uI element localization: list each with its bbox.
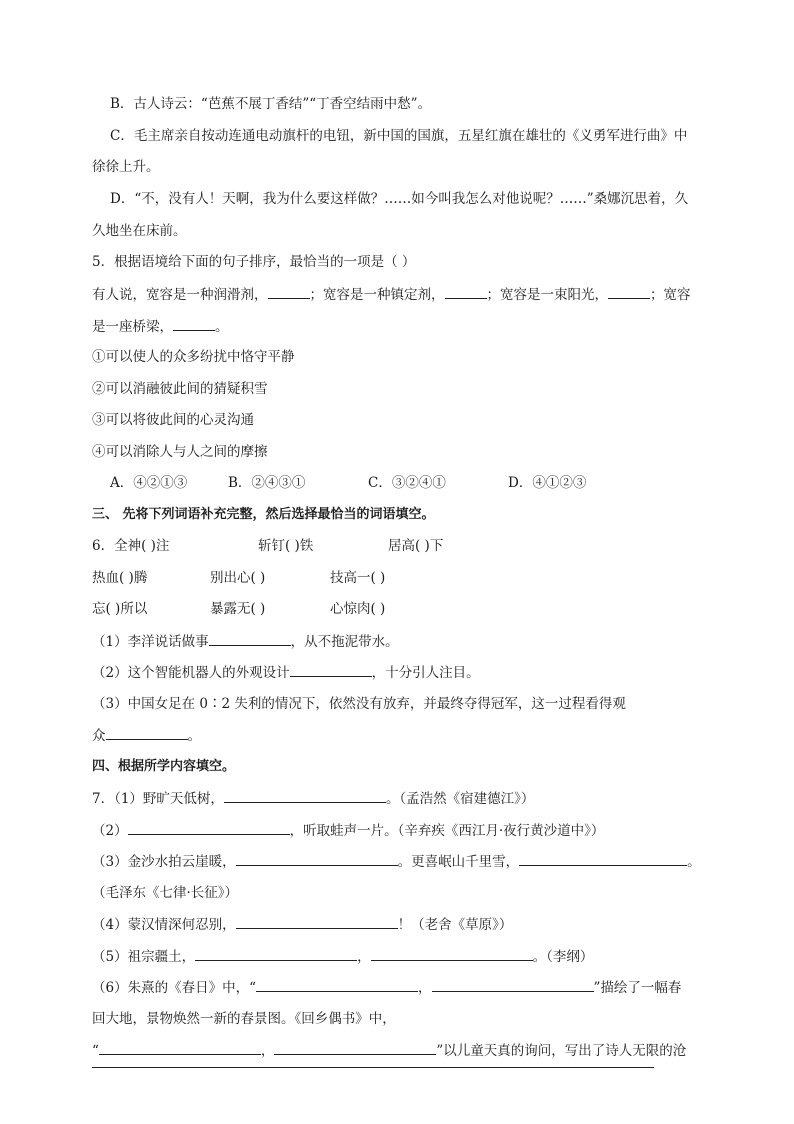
q5-stem: 5．根据语境给下面的句子排序，最恰当的一项是（ ） — [92, 254, 416, 270]
idiom-item[interactable]: 居高( )下 — [388, 538, 444, 554]
q4-option-d-line2: 久地坐在床前。 — [92, 223, 187, 239]
poem-text: ， — [357, 949, 371, 965]
q5-sentence-part: ；宽容是一种镇定剂， — [309, 287, 445, 303]
answer-blank[interactable] — [106, 725, 188, 740]
poem-text: ，听取蛙声一片。（辛弃疾《西江月·夜行黄沙道中》） — [289, 823, 605, 839]
idiom-item[interactable]: 心惊肉( ) — [330, 601, 386, 617]
idiom-item[interactable]: 热血( )腾 — [92, 570, 148, 586]
idiom-item[interactable]: 6．全神( )注 — [92, 538, 170, 554]
idiom-item[interactable]: 暴露无( ) — [210, 601, 266, 617]
q7-poem-3 — [92, 851, 706, 872]
answer-blank[interactable] — [268, 284, 310, 299]
poem-text: 。更喜岷山千里雪， — [397, 854, 520, 870]
answer-blank[interactable] — [128, 820, 290, 835]
q5-choice-a[interactable]: A．④②①③ — [110, 475, 188, 491]
poem-text: ！（老舍《草原》） — [397, 917, 513, 933]
answer-blank[interactable] — [432, 977, 594, 992]
answer-blank[interactable] — [371, 946, 533, 961]
q5-choices — [110, 473, 706, 493]
q7-poem-2 — [92, 820, 706, 841]
poem-text: ， — [418, 980, 432, 996]
answer-blank[interactable] — [608, 284, 650, 299]
q6-word-row-1 — [92, 536, 706, 556]
answer-blank[interactable] — [173, 316, 215, 331]
answer-blank[interactable] — [224, 788, 386, 803]
q4-option-c-line1: C．毛主席亲自按动连通电动旗杆的电钮，新中国的国旗，五星红旗在雄壮的《义勇军进行曲》中 — [110, 128, 688, 144]
q7-poem-3-source: （毛泽东《七律·长征》） — [92, 885, 239, 901]
q5-choice-d[interactable]: D．④①②③ — [508, 475, 587, 491]
q7-poem-1 — [92, 788, 706, 809]
sentence-text: 。 — [187, 728, 201, 744]
answer-blank[interactable] — [290, 662, 372, 677]
answer-blank[interactable] — [256, 977, 418, 992]
sentence-text: ，从不拖泥带水。 — [290, 634, 399, 650]
answer-line[interactable] — [92, 1067, 654, 1068]
q6-sentence-3-line1: （3）中国女足在 0∶2 失利的情况下，依然没有放弃，并最终夺得冠军，这一过程看得观 — [92, 696, 626, 712]
q5-choice-b[interactable]: B．②④③① — [228, 475, 306, 491]
q7-poem-5 — [92, 946, 706, 967]
poem-text: （6）朱熹的《春日》中，“ — [92, 980, 256, 996]
section-4-heading: 四、根据所学内容填空。 — [92, 759, 236, 774]
q7-poem-6-line3 — [92, 1040, 706, 1061]
sentence-text: （1）李洋说话做事 — [92, 634, 209, 650]
q7-poem-6-line1 — [92, 977, 706, 998]
poem-text: 7．（1）野旷天低树， — [92, 791, 224, 807]
sentence-text: （2）这个智能机器人的外观设计 — [92, 665, 290, 681]
q6-word-row-2 — [92, 568, 706, 588]
answer-blank[interactable] — [209, 631, 291, 646]
q5-sentence-part: ；宽容是一束阳光， — [486, 287, 608, 303]
poem-text: ”以儿童天真的询问，写出了诗人无限的沧 — [436, 1043, 687, 1059]
q6-sentence-3-line2 — [92, 725, 706, 746]
poem-text: 。（李纲） — [532, 949, 594, 965]
q5-sentence-line1 — [92, 284, 706, 305]
poem-text: （2） — [92, 823, 128, 839]
poem-text: ”描绘了一幅春 — [593, 980, 682, 996]
q5-sentence-part: 。 — [215, 319, 229, 335]
q6-sentence-2 — [92, 662, 706, 683]
poem-text: 。 — [687, 854, 701, 870]
q7-poem-6-line2: 回大地，景物焕然一新的春景图。《回乡偶书》中， — [92, 1011, 396, 1027]
q5-sentence-part: ；宽容 — [650, 287, 691, 303]
q7-poem-4 — [92, 914, 706, 935]
answer-blank[interactable] — [195, 946, 357, 961]
q5-choice-c[interactable]: C．③②④① — [368, 475, 446, 491]
poem-text: （5）祖宗疆土， — [92, 949, 196, 965]
q6-sentence-1 — [92, 631, 706, 652]
q4-option-c-line2: 徐徐上升。 — [92, 159, 160, 175]
answer-blank[interactable] — [236, 914, 398, 929]
q5-sentence-part: 有人说，宽容是一种润滑剂， — [92, 287, 268, 303]
q5-sentence-part: 是一座桥梁， — [92, 319, 173, 335]
idiom-item[interactable]: 忘( )所以 — [92, 601, 148, 617]
idiom-item[interactable]: 斩钉( )铁 — [258, 538, 314, 554]
answer-blank[interactable] — [519, 851, 687, 866]
answer-blank[interactable] — [274, 1040, 436, 1055]
q4-option-b: B．古人诗云：“芭蕉不展丁香结”“丁香空结雨中愁”。 — [110, 96, 432, 112]
poem-text: ， — [260, 1043, 275, 1059]
q4-option-d-line1: D．“不，没有人！天啊，我为什么要这样做？……如今叫我怎么对他说呢？……”桑娜沉思着，久 — [110, 191, 689, 207]
q5-sentence-line2 — [92, 316, 706, 337]
answer-blank[interactable] — [445, 284, 487, 299]
answer-blank[interactable] — [99, 1040, 261, 1055]
q5-item-4: ④可以消除人与人之间的摩擦 — [92, 444, 268, 460]
poem-text: 。（孟浩然《宿建德江》） — [385, 791, 535, 807]
idiom-item[interactable]: 技高一( ) — [330, 570, 386, 586]
sentence-text: ，十分引人注目。 — [371, 665, 480, 681]
sentence-text: 众 — [92, 728, 106, 744]
q5-item-1: ①可以使人的众多纷扰中恪守平静 — [92, 349, 295, 365]
section-3-heading: 三、 先将下列词语补充完整，然后选择最恰当的词语填空。 — [92, 507, 435, 522]
answer-blank[interactable] — [236, 851, 398, 866]
q5-item-3: ③可以将彼此间的心灵沟通 — [92, 412, 254, 428]
q6-word-row-3 — [92, 599, 706, 619]
poem-text: （4）蒙汉情深何忍别， — [92, 917, 236, 933]
poem-text: “ — [92, 1043, 99, 1059]
poem-text: （3）金沙水拍云崖暖， — [92, 854, 236, 870]
idiom-item[interactable]: 别出心( ) — [210, 570, 266, 586]
q5-item-2: ②可以消融彼此间的猜疑积雪 — [92, 381, 268, 397]
